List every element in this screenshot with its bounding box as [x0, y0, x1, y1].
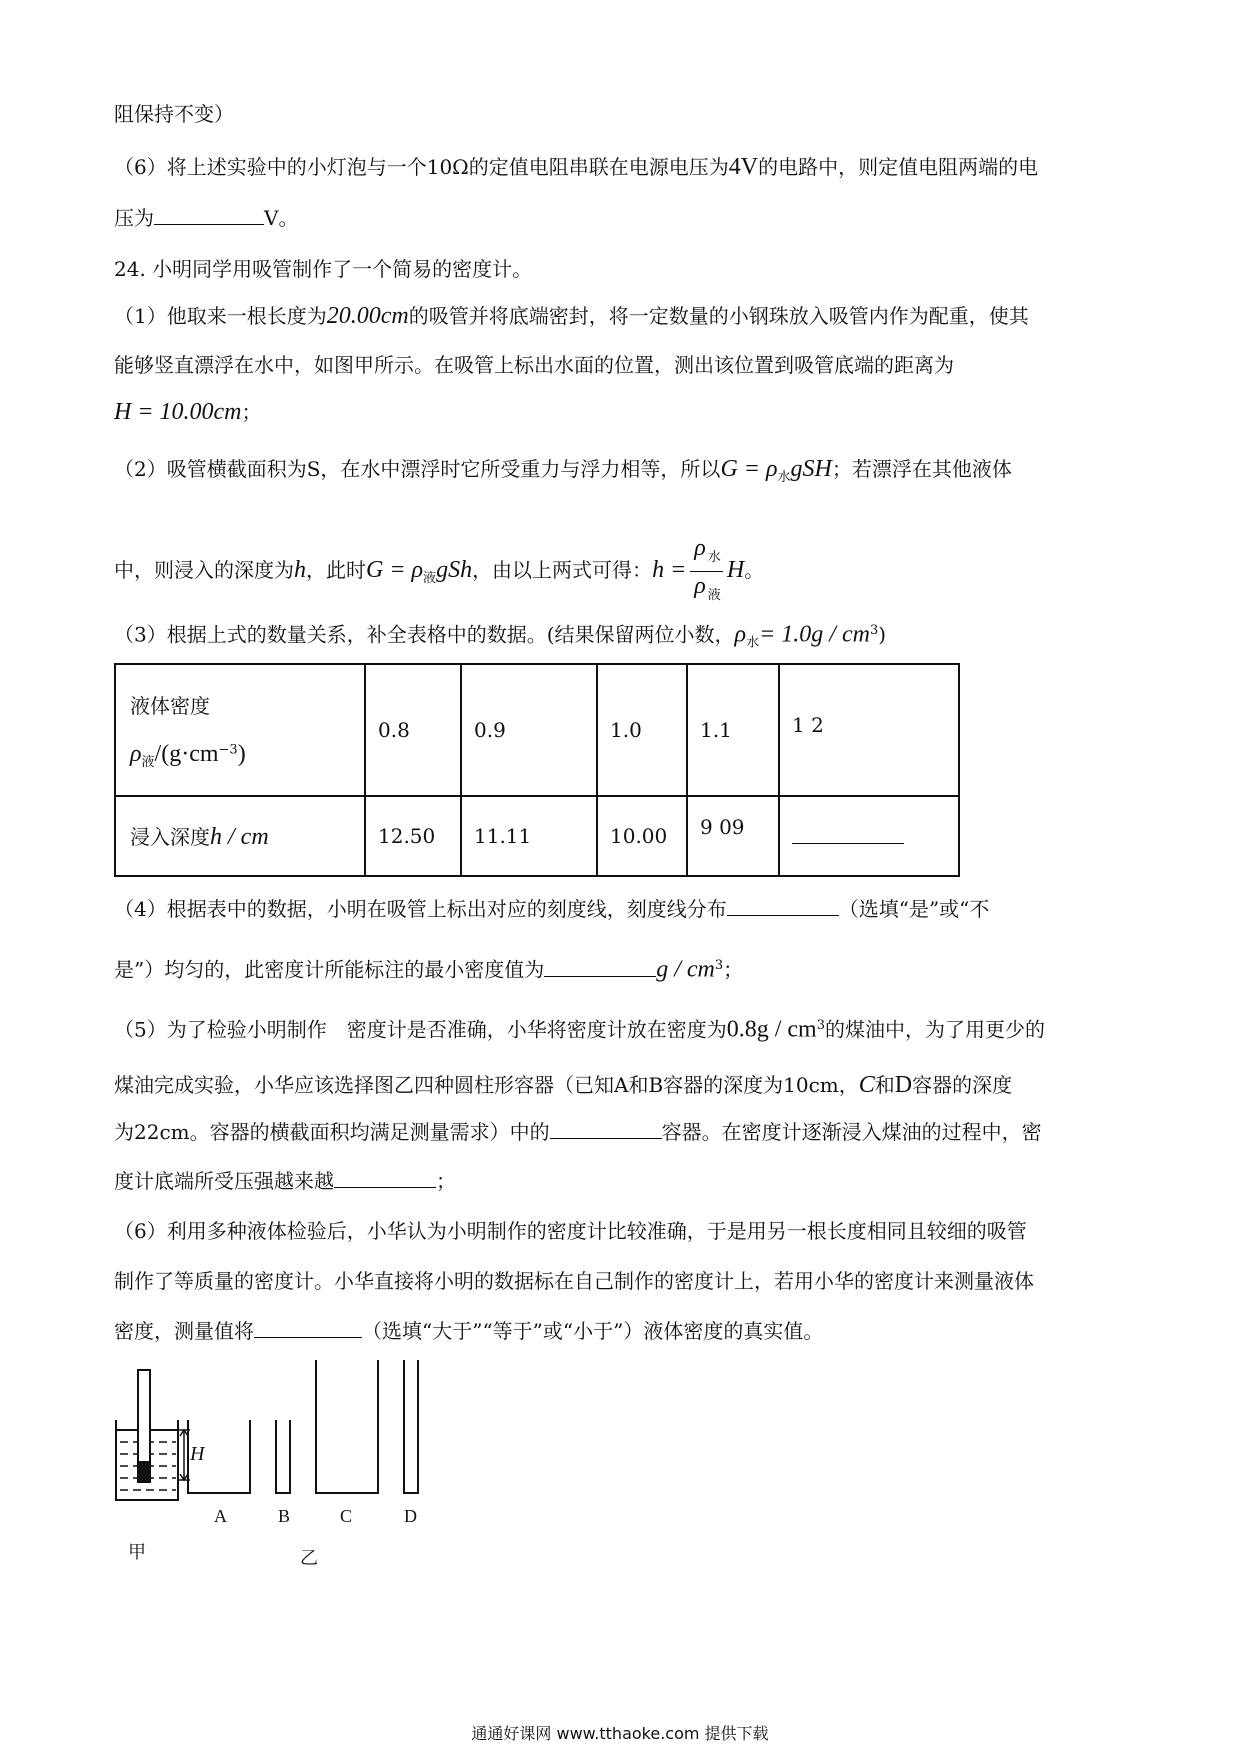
math-span: G = ρ [720, 456, 778, 482]
text-span: 的吸管并将底端密封，将一定数量的小钢珠放入吸管内作为配重，使其 [408, 304, 1029, 328]
table-cell: 1.0 [597, 664, 687, 796]
text-line-p1b [114, 351, 954, 379]
answer-blank[interactable] [154, 204, 264, 225]
math-span: /(g·cm [154, 741, 219, 767]
text-span: 的电路中，则定值电阻两端的电 [758, 155, 1039, 179]
subscript: 液 [423, 570, 437, 586]
text-span: 密度，测量值将 [114, 1319, 254, 1343]
math-span: H = 10.00cm [114, 399, 242, 425]
subscript: 液 [141, 755, 155, 770]
answer-blank[interactable] [792, 823, 904, 844]
text-line-p5b [114, 1071, 1012, 1099]
subscript: 液 [707, 586, 721, 602]
math-span: h / cm [210, 824, 269, 850]
text-span: 能够竖直漂浮在水中，如图甲所示。在吸管上标出水面的位置，测出该位置到吸管底端的距离为 [114, 353, 954, 377]
text-span: 制作了等质量的密度计。小华直接将小明的数据标在自己制作的密度计上，若用小华的密度计来测量液体 [114, 1269, 1034, 1293]
answer-blank-cell[interactable] [779, 796, 959, 876]
math-span: h = [652, 556, 687, 583]
text-line-p4b [114, 952, 743, 984]
question-24-title [114, 255, 532, 283]
math-span: h [294, 556, 306, 583]
text-span: 煤油完成实验，小华应该选择图乙四种圆柱形容器（已知A和B容器的深度为10cm， [114, 1073, 859, 1097]
text-span: 为22cm。容器的横截面积均满足测量需求）中的 [114, 1120, 550, 1144]
text-span: V。 [264, 206, 299, 230]
math-span: ) [237, 741, 246, 767]
density-table [114, 663, 960, 877]
text-span: ； [436, 1169, 456, 1193]
superscript: 3 [869, 623, 879, 638]
text-span: （6）利用多种液体检验后，小华认为小明制作的密度计比较准确，于是用另一根长度相同且较细的吸管 [114, 1219, 1027, 1243]
fraction-denominator [690, 572, 723, 609]
text-line-p5d [114, 1167, 456, 1195]
text-line-1 [114, 100, 234, 128]
table-cell: 0.9 [461, 664, 597, 796]
text-line-p1c [114, 398, 262, 426]
label-B: B [278, 1506, 291, 1526]
text-span: 和 [874, 1073, 895, 1097]
row-label-text: 液体密度 [130, 694, 210, 718]
text-span: （6）将上述实验中的小灯泡与一个10Ω的定值电阻串联在电源电压为 [114, 155, 729, 179]
fraction-numerator [690, 534, 723, 572]
table-cell: 1.1 [687, 664, 779, 796]
text-span: 阻保持不变） [114, 102, 234, 126]
answer-blank[interactable] [544, 956, 656, 977]
page-footer: 通通好课网 www.tthaoke.com 提供下载 [471, 1724, 769, 1743]
text-line-p4 [114, 895, 989, 923]
text-span: 。 [744, 557, 765, 582]
container-B [276, 1420, 290, 1493]
text-span: 容器的深度 [912, 1073, 1013, 1097]
math-span: g / cm [656, 956, 715, 983]
table-cell: 12.50 [365, 796, 461, 876]
label-A: A [214, 1506, 227, 1526]
table-cell: 9 09 [687, 796, 779, 876]
subscript: 水 [707, 548, 721, 564]
text-span: ； [241, 400, 262, 424]
math-span: 0.8g / cm [726, 1016, 817, 1043]
text-line-p2 [114, 455, 1012, 492]
table-header-cell [115, 664, 365, 796]
text-line-2 [114, 153, 1038, 181]
text-line-p3 [114, 617, 886, 658]
text-line-p5 [114, 1012, 1045, 1044]
table-cell: 10.00 [597, 796, 687, 876]
math-span: G = ρ [366, 556, 424, 583]
superscript: −3 [218, 742, 238, 758]
container-D [404, 1360, 418, 1493]
text-span: ；若漂浮在其他液体 [831, 457, 1012, 481]
math-span: ρ [694, 535, 706, 561]
text-span: 24. 小明同学用吸管制作了一个简易的密度计。 [114, 257, 533, 281]
text-span: 4V [728, 154, 759, 180]
text-line-p6 [114, 1217, 1027, 1245]
math-span: C [858, 1072, 875, 1098]
text-line-p2b [114, 534, 764, 609]
text-span: （3）根据上式的数量关系，补全表格中的数据。(结果保留两位小数， [114, 622, 735, 647]
steel-ball-weight [138, 1462, 150, 1480]
text-span: 是”）均匀的，此密度计所能标注的最小密度值为 [114, 957, 545, 982]
math-span: ρ [694, 572, 706, 599]
math-span: gSh [436, 556, 473, 583]
text-span: （选填“是”或“不 [838, 897, 990, 921]
text-span: ，由以上两式可得： [472, 557, 653, 582]
label-C: C [340, 1506, 353, 1526]
text-span: ，此时 [306, 557, 366, 582]
subscript: 水 [777, 470, 791, 485]
row-label-text: 浸入深度 [130, 825, 210, 849]
jia-label: 甲 [128, 1542, 146, 1563]
math-span: ρ [734, 621, 747, 648]
answer-blank[interactable] [550, 1118, 662, 1139]
math-span: gSH [790, 456, 832, 482]
math-span: 20.00cm [326, 303, 409, 329]
text-span: ) [878, 622, 887, 647]
text-line-p1 [114, 302, 1029, 330]
table-cell: 1 2 [779, 664, 959, 796]
subscript: 水 [746, 635, 760, 651]
text-span: 中，则浸入的深度为 [114, 557, 294, 582]
container-C [316, 1360, 378, 1493]
text-line-p6c [114, 1317, 823, 1345]
table-cell: 0.8 [365, 664, 461, 796]
yi-label: 乙 [300, 1548, 318, 1569]
table-header-cell [115, 796, 365, 876]
answer-blank[interactable] [334, 1167, 436, 1188]
text-span: （4）根据表中的数据，小明在吸管上标出对应的刻度线，刻度线分布 [114, 897, 727, 921]
text-span: 容器。在密度计逐渐浸入煤油的过程中，密 [661, 1120, 1042, 1144]
text-span: 压为 [114, 206, 154, 230]
answer-blank[interactable] [727, 895, 839, 916]
H-label: H [190, 1443, 205, 1465]
math-span: D [894, 1072, 913, 1098]
text-span: （2）吸管横截面积为S，在水中漂浮时它所受重力与浮力相等，所以 [114, 457, 721, 481]
table-row [115, 796, 959, 876]
text-line-p6b [114, 1267, 1034, 1295]
beaker-jia [116, 1370, 190, 1500]
table-row [115, 664, 959, 796]
text-span: ； [723, 957, 744, 982]
text-span: 度计底端所受压强越来越 [114, 1169, 334, 1193]
experiment-figure [100, 1360, 520, 1610]
fraction [690, 534, 723, 609]
answer-blank[interactable] [254, 1317, 362, 1338]
text-line-3 [114, 204, 298, 232]
math-span: ρ [130, 741, 142, 767]
table-cell: 11.11 [461, 796, 597, 876]
text-span: 的煤油中，为了用更少的 [825, 1017, 1046, 1042]
label-D: D [404, 1506, 417, 1526]
superscript: 3 [816, 1018, 826, 1033]
math-span: H [726, 556, 745, 583]
text-span: （1）他取来一根长度为 [114, 304, 327, 328]
math-span: = 1.0g / cm [759, 621, 870, 648]
text-line-p5c [114, 1118, 1042, 1146]
text-span: （5）为了检验小明制作 密度计是否准确，小华将密度计放在密度为 [114, 1017, 727, 1042]
row-label-unit [130, 741, 352, 770]
superscript: 3 [714, 958, 724, 973]
containers-yi [188, 1360, 418, 1493]
text-span: （选填“大于”“等于”或“小于”）液体密度的真实值。 [362, 1319, 824, 1343]
